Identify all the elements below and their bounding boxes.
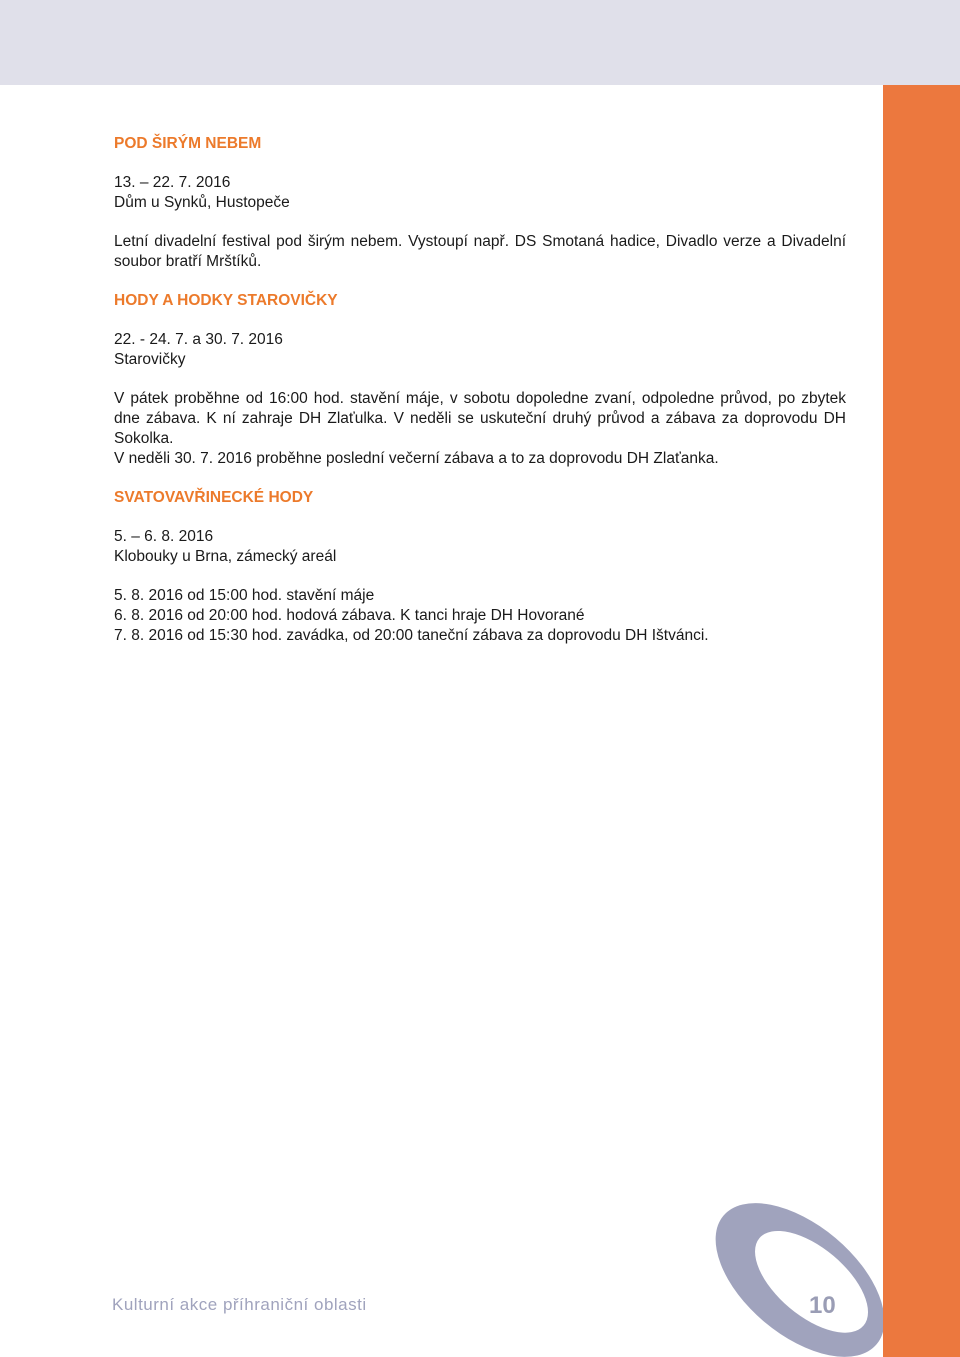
page-number: 10 (809, 1292, 836, 1319)
event-date: 22. - 24. 7. a 30. 7. 2016 (114, 331, 283, 348)
event-place: Starovičky (114, 351, 186, 368)
event-date: 13. – 22. 7. 2016 (114, 174, 231, 191)
schedule-item: 5. 8. 2016 od 15:00 hod. stavění máje (114, 587, 375, 604)
section-title: POD ŠIRÝM NEBEM (114, 135, 262, 152)
schedule-item: 6. 8. 2016 od 20:00 hod. hodová zábava. K tanci hraje DH Hovorané (114, 607, 585, 624)
section-title: HODY A HODKY STAROVIČKY (114, 292, 338, 309)
event-place: Klobouky u Brna, zámecký areál (114, 548, 337, 565)
section-pod-sirym-nebem (114, 134, 846, 272)
section-hody-starovicky (114, 291, 846, 469)
schedule-item: 7. 8. 2016 od 15:30 hod. zavádka, od 20:00 taneční zábava za doprovodu DH Ištvánci. (114, 627, 709, 644)
event-description: V neděli 30. 7. 2016 proběhne poslední večerní zábava a to za doprovodu DH Zlaťanka. (114, 450, 719, 467)
section-svatovavrinecke-hody (114, 488, 846, 646)
event-place: Dům u Synků, Hustopeče (114, 194, 290, 211)
event-description: Letní divadelní festival pod širým nebem. Vystoupí např. DS Smotaná hadice, Divadlo verze a Divadelní soubor bratří Mrštíků. (114, 233, 846, 270)
content (114, 134, 846, 665)
decorative-ring-icon (700, 1195, 883, 1357)
footer-title: Kulturní akce příhraniční oblasti (112, 1295, 367, 1314)
top-band (0, 0, 960, 85)
event-description: V pátek proběhne od 16:00 hod. stavění máje, v sobotu dopoledne zvaní, odpoledne průvod, po zbytek dne zábava. K ní zahraje DH Zlaťulka. V neděli se uskuteční druhý průvod a zábava za doprovodu DH Sokolka. (114, 390, 846, 447)
orange-sidebar (883, 85, 960, 1357)
orange-sidebar-overlay (883, 1195, 960, 1357)
event-date: 5. – 6. 8. 2016 (114, 528, 214, 545)
section-title: SVATOVAVŘINECKÉ HODY (114, 489, 314, 506)
